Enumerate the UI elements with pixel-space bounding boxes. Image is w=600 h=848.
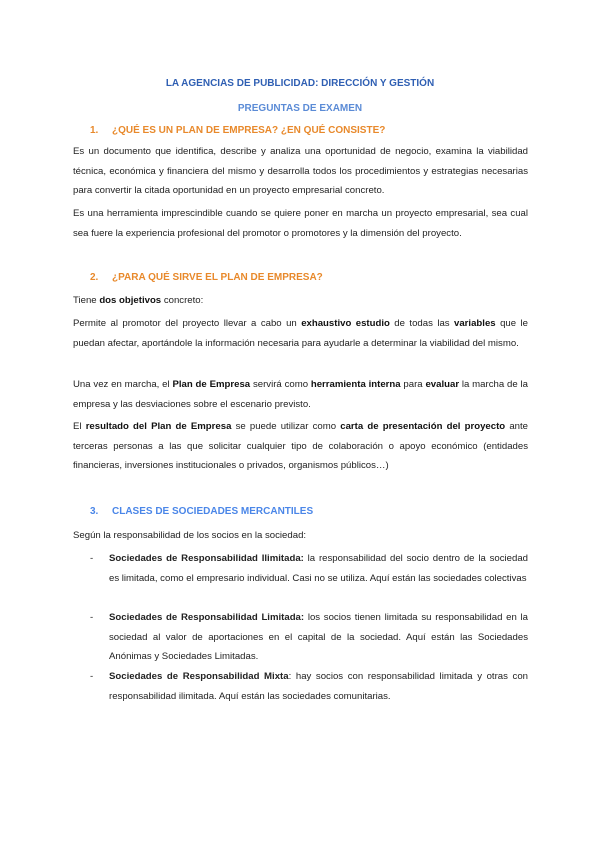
- list-item-term: Sociedades de Responsabilidad Limitada:: [109, 612, 305, 623]
- text-run: de todas las: [389, 318, 455, 329]
- section-1-number: 1.: [90, 125, 99, 136]
- list-item: [109, 667, 528, 706]
- text-run: Permite al promotor del proyecto llevar a cabo un: [73, 318, 302, 329]
- list-bullet: -: [90, 671, 94, 682]
- bold-run: evaluar: [425, 379, 460, 390]
- section-2-heading: [90, 272, 323, 283]
- text-run: Una vez en marcha, el: [73, 379, 173, 390]
- list-bullet: -: [90, 553, 94, 564]
- list-item-description: la responsabilidad del socio dentro de la sociedad es limitada, como el empresario individual. Casi no se utiliza. Aquí están las sociedades colectivas: [109, 553, 529, 584]
- section-3-intro: Según la responsabilidad de los socios en la sociedad:: [73, 530, 307, 541]
- list-item: [109, 549, 528, 588]
- bold-run: exhaustivo estudio: [301, 318, 390, 329]
- section-3-heading: [90, 506, 313, 517]
- section-2-paragraph-3: [73, 375, 528, 414]
- section-2-paragraph-1: [73, 291, 528, 311]
- section-2-paragraph-2: [73, 314, 528, 353]
- section-3-title: CLASES DE SOCIEDADES MERCANTILES: [112, 506, 314, 517]
- text-run: para: [400, 379, 426, 390]
- text-run: que le puedan afectar, aportándole la información necesaria para ayudarle a determinar la viabilidad del mismo.: [73, 318, 528, 349]
- text-run: se puede utilizar como: [231, 421, 341, 432]
- document-subtitle: PREGUNTAS DE EXAMEN: [237, 103, 363, 114]
- bold-run: resultado del Plan de Empresa: [85, 421, 232, 432]
- bold-run: herramienta interna: [310, 379, 401, 390]
- section-2-title: ¿PARA QUÉ SIRVE EL PLAN DE EMPRESA?: [112, 272, 323, 283]
- list-item-description: : hay socios con responsabilidad limitada y otras con responsabilidad ilimitada. Aquí están las sociedades comunitarias.: [109, 671, 528, 702]
- section-3-number: 3.: [90, 506, 99, 517]
- list-item: [109, 608, 528, 667]
- list-item-term: Sociedades de Responsabilidad Mixta: [109, 671, 289, 682]
- text-run: concreto:: [161, 295, 204, 306]
- section-1-paragraph-2: Es una herramienta imprescindible cuando se quiere poner en marcha un proyecto empresarial, sea cual sea fuere la experiencia profesional del promotor o promotores y la dimensión del proyecto.: [73, 208, 528, 239]
- bold-run: Plan de Empresa: [172, 379, 251, 390]
- list-item-description: los socios tienen limitada su responsabilidad en la sociedad al valor de aportaciones en el capital de la sociedad. Aquí están las Sociedades Anónimas y Sociedades Limitadas.: [109, 612, 529, 662]
- text-run: Tiene: [73, 295, 100, 306]
- text-run: El: [73, 421, 86, 432]
- document-title: LA AGENCIAS DE PUBLICIDAD: DIRECCIÓN Y GESTIÓN: [165, 78, 435, 89]
- text-run: la marcha de la empresa y las desviaciones sobre el escenario previsto.: [73, 379, 528, 410]
- bold-run: carta de presentación del proyecto: [340, 421, 506, 432]
- section-2-paragraph-4: [73, 417, 528, 476]
- text-run: servirá como: [250, 379, 311, 390]
- list-item-term: Sociedades de Responsabilidad Ilimitada:: [109, 553, 304, 564]
- list-bullet: -: [90, 612, 94, 623]
- section-1-title: ¿QUÉ ES UN PLAN DE EMPRESA? ¿EN QUÉ CONSISTE?: [112, 125, 386, 136]
- section-1-heading: [90, 125, 385, 136]
- section-1-paragraph-1: Es un documento que identifica, describe y analiza una oportunidad de negocio, examina la viabilidad técnica, económica y financiera del mismo y desarrolla todos los procedimientos y estrategias necesarias para convertir la citada oportunidad en un proyecto empresarial concreto.: [73, 146, 528, 196]
- bold-run: variables: [454, 318, 496, 329]
- section-2-number: 2.: [90, 272, 99, 283]
- bold-run: dos objetivos: [99, 295, 162, 306]
- text-run: ante terceras personas a las que solicitar cualquier tipo de colaboración o apoyo económico (entidades financieras, inversiones institucionales o privados, organismos públicos…): [73, 421, 528, 471]
